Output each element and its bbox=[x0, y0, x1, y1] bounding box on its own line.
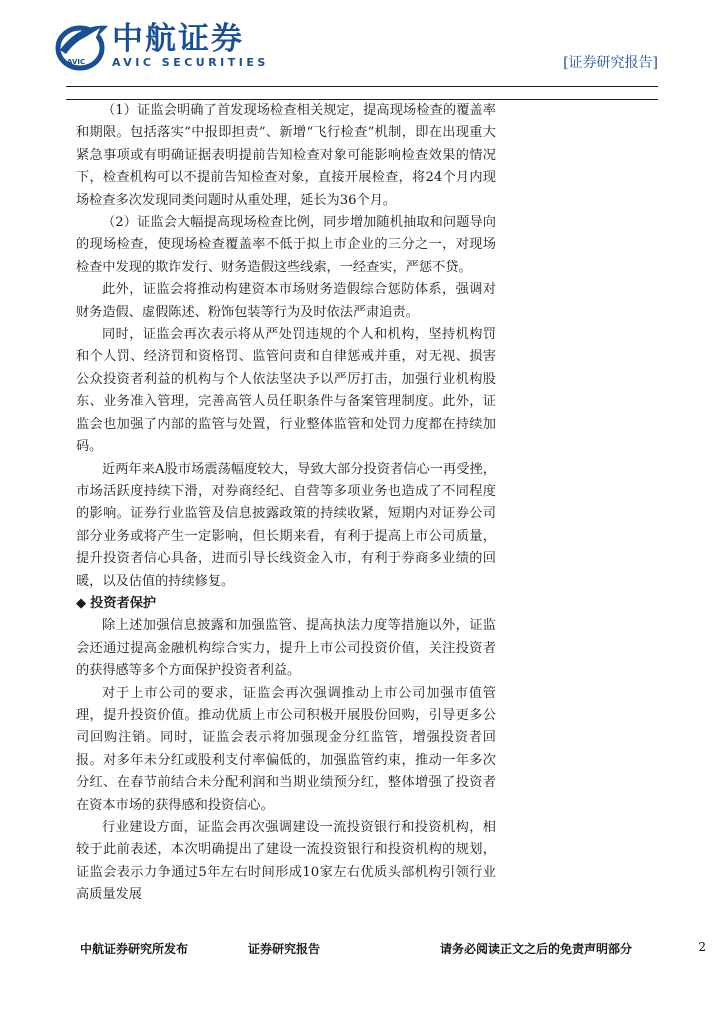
logo-badge-text: AVIC bbox=[67, 58, 86, 66]
body-paragraph: （1）证监会明确了首发现场检查相关规定，提高现场检查的覆盖率和期限。包括落实“中报即担责”、新增“飞行检查”机制，即在出现重大紧急事项或有明确证据表明提前告知检查对象可能影响检查效果的情况下，检查机构可以不提前告知检查对象，直接开展检查，将24个月内现场检查多次发现同类问题时从重处理，延长为36个月。 bbox=[76, 103, 496, 208]
logo-english-name: AVIC SECURITIES bbox=[112, 56, 269, 69]
section-subheading bbox=[76, 593, 496, 615]
report-type-tag: [证券研究报告] bbox=[563, 55, 658, 71]
page-footer bbox=[0, 930, 724, 960]
diamond-bullet-icon: ◆ bbox=[76, 595, 87, 611]
avic-logo bbox=[54, 20, 269, 72]
footer-publisher: 中航证券研究所发布 bbox=[80, 942, 189, 956]
footer-disclaimer: 请务必阅读正文之后的免责声明部分 bbox=[440, 942, 633, 956]
body-paragraph: 同时，证监会再次表示将从严处罚违规的个人和机构，坚持机构罚和个人罚、经济罚和资格罚、监管问责和自律惩戒并重，对无视、损害公众投资者利益的机构与个人依法坚决予以严厉打击，加强行业机构股东、业务准入管理，完善高管人员任职条件与备案管理制度。此外，证监会也加强了内部的监管与处置，行业整体监管和处罚力度都在持续加码。 bbox=[76, 327, 496, 455]
header-divider-top bbox=[66, 86, 658, 87]
body-paragraph: （2）证监会大幅提高现场检查比例，同步增加随机抽取和问题导向的现场检查，使现场检查覆盖率不低于拟上市企业的三分之一，对现场检查中发现的欺诈发行、财务造假这些线索，一经查实，严惩不贷。 bbox=[76, 215, 496, 275]
body-paragraph: 行业建设方面，证监会再次强调建设一流投资银行和投资机构，相较于此前表述，本次明确提出了建设一流投资银行和投资机构的规划，证监会表示力争通过5年左右时间形成10家左右优质头部机构引领行业高质量发展 bbox=[76, 820, 496, 903]
page-number: 2 bbox=[698, 940, 706, 954]
avic-logo-icon bbox=[54, 20, 110, 72]
body-paragraph: 此外，证监会将推动构建资本市场财务造假综合惩防体系，强调对财务造假、虚假陈述、粉饰包装等行为及时依法严肃追责。 bbox=[76, 282, 496, 320]
body-paragraph: 对于上市公司的要求，证监会再次强调推动上市公司加强市值管理，提升投资价值。推动优质上市公司积极开展股份回购，引导更多公司回购注销。同时，证监会表示将加强现金分红监管，增强投资者回报。对多年未分红或股利支付率偏低的，加强监管约束，推动一年多次分红、在春节前结合未分配利润和当期业绩预分红，整体增强了投资者在资本市场的获得感和投资信心。 bbox=[76, 685, 496, 813]
page-header bbox=[0, 0, 724, 100]
footer-report-type: 证券研究报告 bbox=[248, 942, 321, 956]
body-paragraph: 除上述加强信息披露和加强监管、提高执法力度等措施以外，证监会还通过提高金融机构综合实力，提升上市公司投资价值，关注投资者的获得感等多个方面保护投资者利益。 bbox=[76, 618, 496, 679]
subheading-text: 投资者保护 bbox=[90, 595, 157, 611]
report-body bbox=[76, 100, 496, 907]
body-paragraph: 近两年来A股市场震荡幅度较大，导致大部分投资者信心一再受挫，市场活跃度持续下滑，对券商经纪、自营等多项业务也造成了不同程度的影响。证券行业监管及信息披露政策的持续收紧，短期内对证券公司部分业务或将产生一定影响，但长期来看，有利于提高上市公司质量，提升投资者信心具备，进而引导长线资金入市，有利于券商多业绩的回暖，以及估值的持续修复。 bbox=[76, 461, 496, 589]
logo-chinese-name: 中航证券 bbox=[112, 21, 244, 57]
